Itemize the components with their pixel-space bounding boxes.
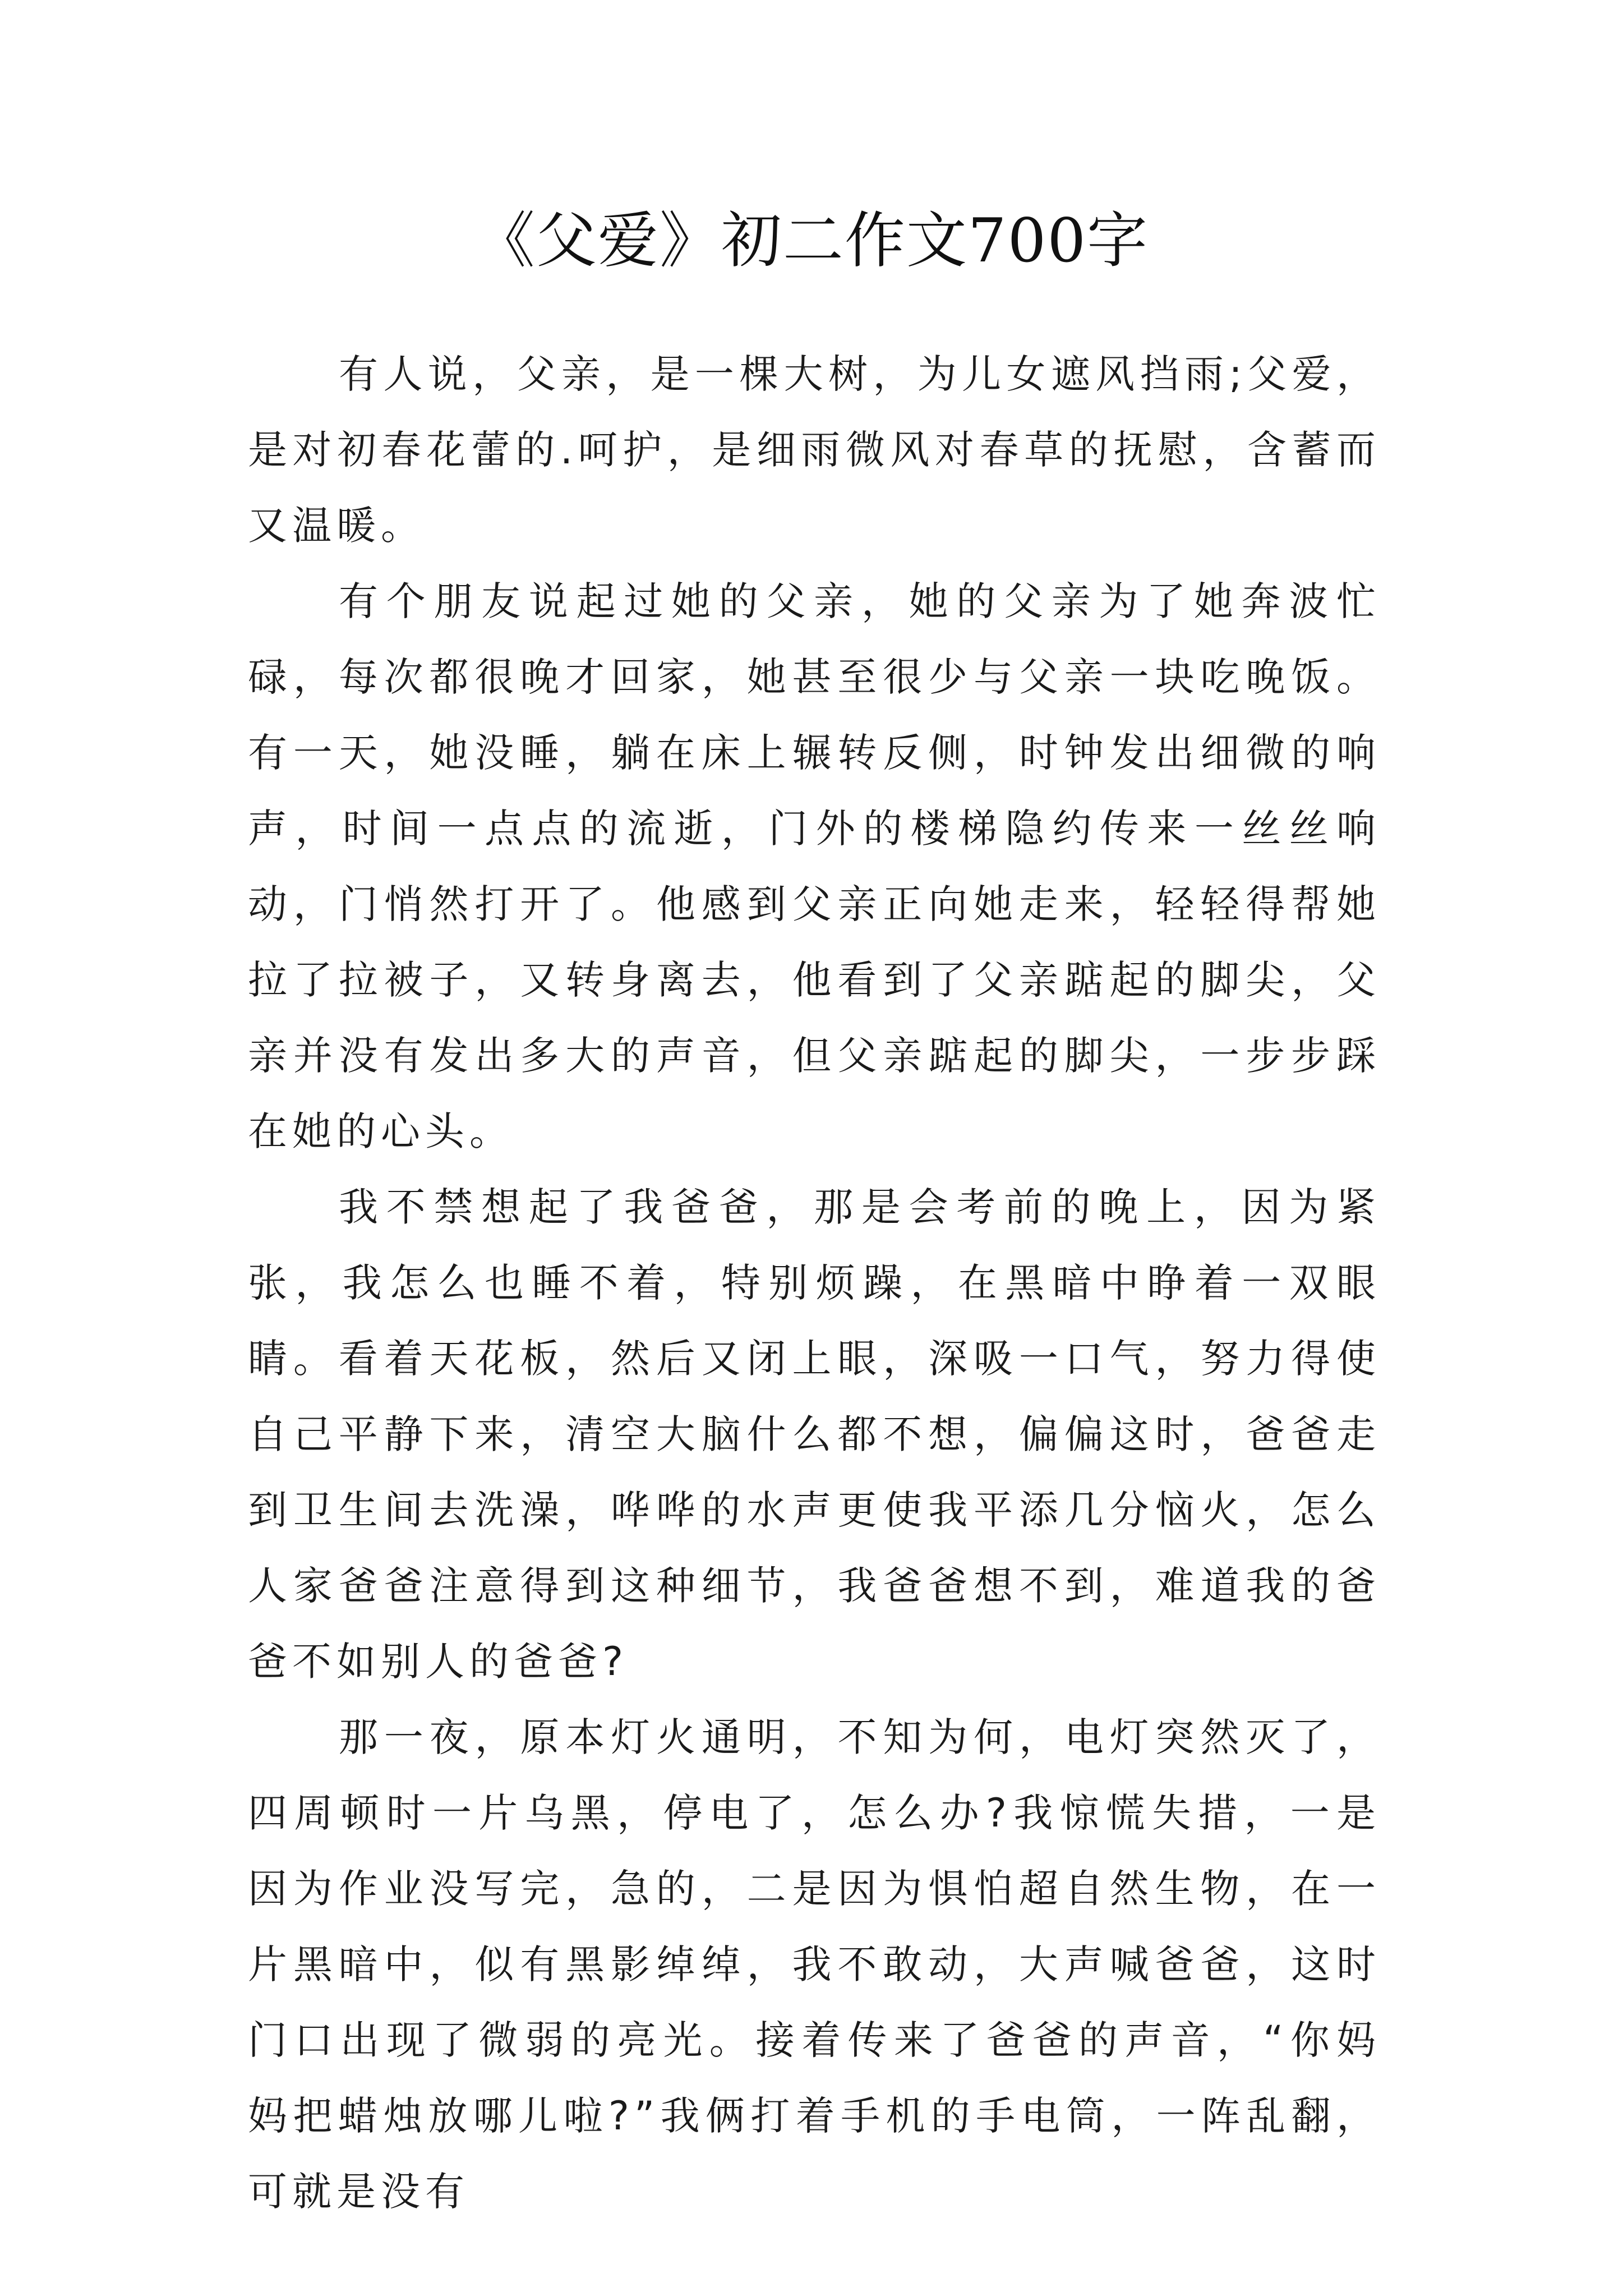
paragraph-3: 我不禁想起了我爸爸，那是会考前的晚上，因为紧张，我怎么也睡不着，特别烦躁，在黑暗中睁着一双眼睛。看着天花板，然后又闭上眼，深吸一口气，努力得使自己平静下来，清空大脑什么都不想，偏偏这时，爸爸走到卫生间去洗澡，哗哗的水声更使我平添几分恼火，怎么人家爸爸注意得到这种细节，我爸爸想不到，难道我的爸爸不如别人的爸爸?	[248, 1184, 1381, 1685]
document-title: 《父爱》初二作文700字	[474, 206, 1149, 276]
document-body	[248, 337, 1381, 2230]
paragraph-2: 有个朋友说起过她的父亲，她的父亲为了她奔波忙碌，每次都很晚才回家，她甚至很少与父亲一块吃晚饭。有一天，她没睡，躺在床上辗转反侧，时钟发出细微的响声，时间一点点的流逝，门外的楼梯隐约传来一丝丝响动，门悄然打开了。他感到父亲正向她走来，轻轻得帮她拉了拉被子，又转身离去，他看到了父亲踮起的脚尖，父亲并没有发出多大的声音，但父亲踮起的脚尖，一步步踩在她的心头。	[248, 578, 1381, 1154]
paragraph-1: 有人说，父亲，是一棵大树，为儿女遮风挡雨;父爱，是对初春花蕾的.呵护，是细雨微风对春草的抚慰，含蓄而又温暖。	[248, 351, 1381, 549]
paragraph-4: 那一夜，原本灯火通明，不知为何，电灯突然灭了，四周顿时一片乌黑，停电了，怎么办?我惊慌失措，一是因为作业没写完，急的，二是因为惧怕超自然生物，在一片黑暗中，似有黑影绰绰，我不敢动，大声喊爸爸，这时门口出现了微弱的亮光。接着传来了爸爸的声音，“你妈妈把蜡烛放哪儿啦?”我俩打着手机的手电筒，一阵乱翻，可就是没有	[248, 1714, 1381, 2215]
